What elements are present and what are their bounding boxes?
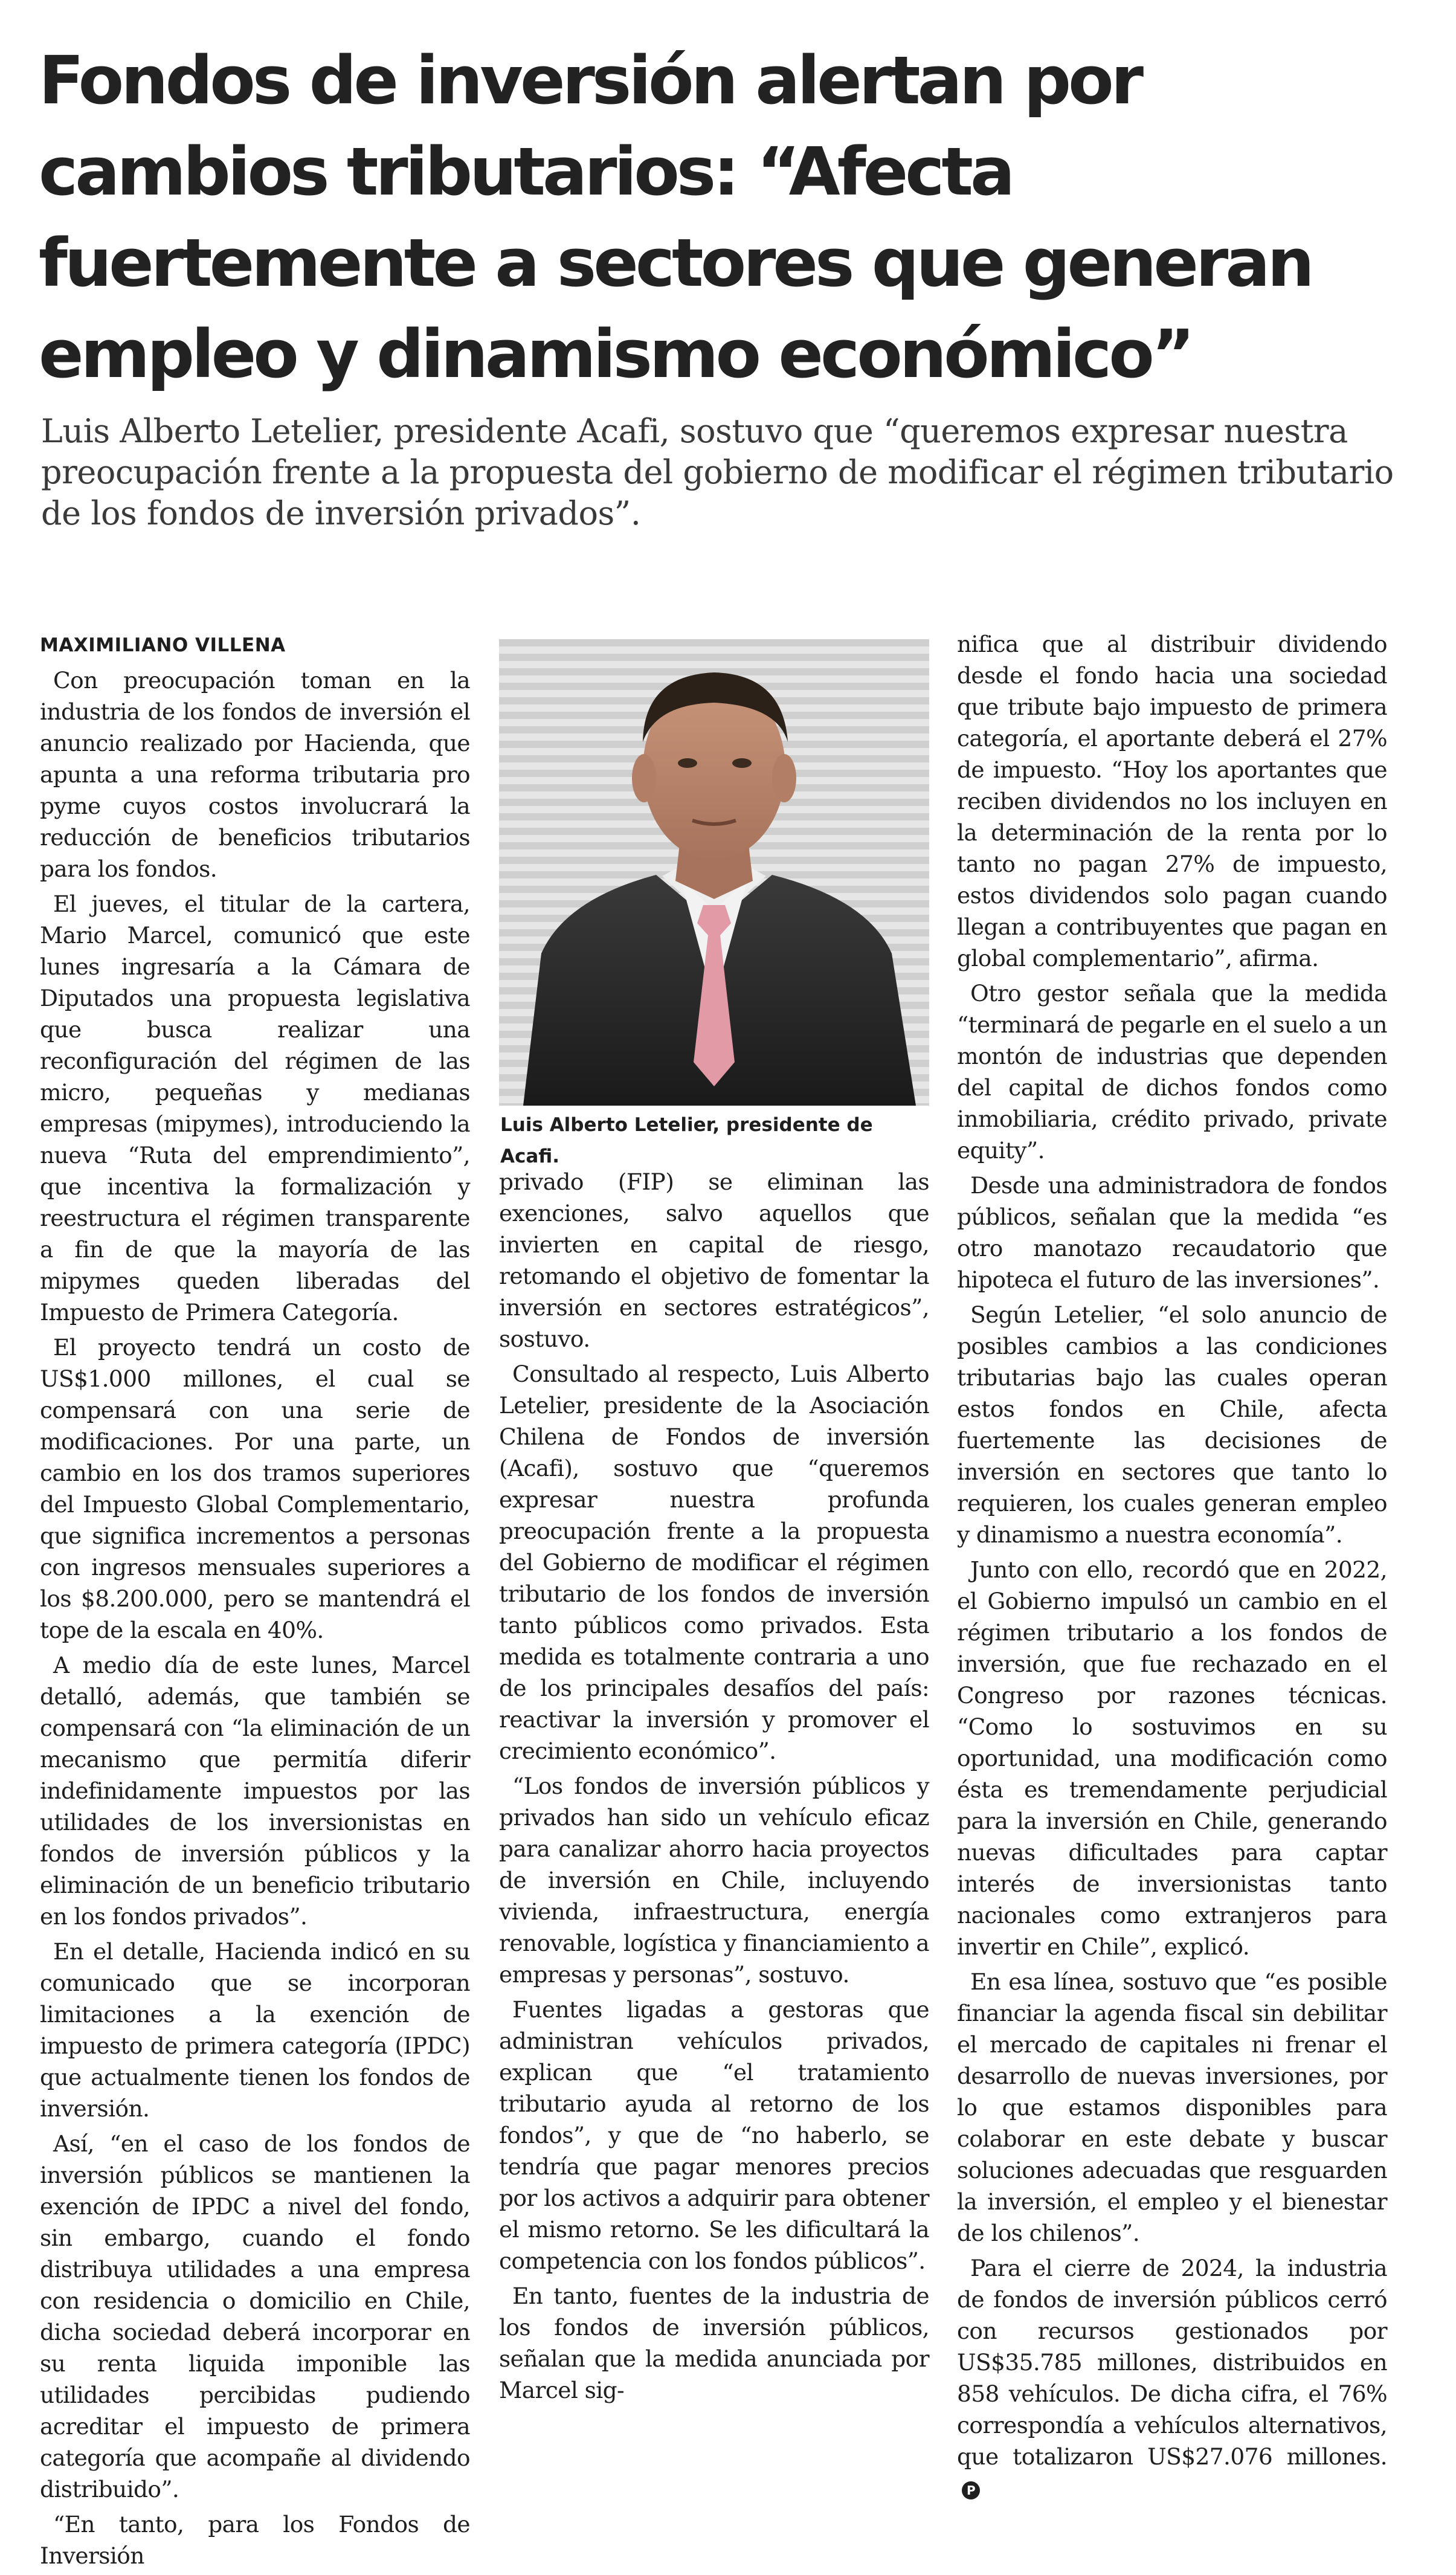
body-paragraph: En el detalle, Hacienda indicó en su comunicado que se incorporan limitaciones a la exención de impuesto de primera categoría (IPDC) que actualmente tienen los fondos de inversión. — [40, 1938, 470, 2122]
body-paragraph: nifica que al distribuir dividendo desde el fondo hacia una sociedad que tribute bajo impuesto de primera categoría, el aportante deberá el 27% de impuesto. “Hoy los aportantes que reciben dividendos no los incluyen en la determinación de la renta por lo tanto no pagan 27% de impuesto, estos dividendos solo pagan cuando llegan a contribuyentes que pagan en global complementario”, afirma. — [957, 631, 1387, 972]
body-paragraph: Consultado al respecto, Luis Alberto Letelier, presidente de la Asociación Chilena de Fondos de inversión (Acafi), sostuvo que “queremos expresar nuestra profunda preocupación frente a la propuesta del Gobierno de modificar el régimen tributario de los fondos de inversión tanto públicos como privados. Esta medida es totalmente contraria a uno de los principales desafíos del país: reactivar la inversión y promover el crecimiento económico”. — [499, 1361, 929, 1764]
body-paragraph: Fuentes ligadas a gestoras que administran vehículos privados, explican que “el tratamiento tributario ayuda al retorno de los fondos”, y que de “no haberlo, se tendría que pagar menores precios por los activos a adquirir para obtener el mismo retorno. Se les dificultará la competencia con los fondos públicos”. — [499, 1996, 929, 2274]
portrait-photo — [499, 639, 929, 1106]
body-paragraph: “En tanto, para los Fondos de Inversión — [40, 2511, 470, 2569]
body-paragraph: privado (FIP) se eliminan las exenciones, salvo aquellos que invierten en capital de riesgo, retomando el objetivo de fomentar la inversión en sectores estratégicos”, sostuvo. — [499, 1168, 929, 1352]
body-paragraph: Otro gestor señala que la medida “terminará de pegarle en el suelo a un montón de industrias que dependen del capital de dichos fondos como inmobiliaria, crédito privado, private equity”. — [957, 980, 1387, 1164]
end-of-article-icon: P — [962, 2481, 980, 2499]
body-paragraph: El jueves, el titular de la cartera, Mario Marcel, comunicó que este lunes ingresaría a la Cámara de Diputados una propuesta legislativa que busca realizar una reconfiguración del régimen de las micro, pequeñas y medianas empresas (mipymes), introduciendo la nueva “Ruta del emprendimiento”, que incentiva la formalización y reestructura el régimen transparente a fin de que la mayoría de las mipymes queden liberadas del Impuesto de Primera Categoría. — [40, 891, 470, 1326]
body-paragraph: Según Letelier, “el solo anuncio de posibles cambios a las condiciones tributarias bajo las cuales operan estos fondos en Chile, afecta fuertemente las decisiones de inversión en sectores que tanto lo requieren, los cuales generan empleo y dinamismo a nuestra economía”. — [957, 1301, 1387, 1548]
headline: Fondos de inversión alertan por cambios tributarios: “Afecta fuertemente a sectores que generan empleo y dinamismo económico” — [39, 42, 1312, 393]
article-column-2 — [499, 1166, 929, 2403]
body-paragraph: Así, “en el caso de los fondos de inversión públicos se mantienen la exención de IPDC a nivel del fondo, sin embargo, cuando el fondo distribuya utilidades a una empresa con residencia o domicilio en Chile, dicha sociedad deberá incorporar en su renta liquida imponible las utilidades percibidas pudiendo acreditar el impuesto de primera categoría que acompañe al dividendo distribuido”. — [40, 2130, 470, 2502]
body-paragraph: En tanto, fuentes de la industria de los fondos de inversión públicos, señalan que la medida anunciada por Marcel sig- — [499, 2283, 929, 2403]
body-paragraph: Junto con ello, recordó que en 2022, el Gobierno impulsó un cambio en el régimen tributario a los fondos de inversión, que fue rechazado en el Congreso por razones técnicas. “Como lo sostuvimos en su oportunidad, una modificación como ésta es tremendamente perjudicial para la inversión en Chile, generando nuevas dificultades para captar interés de inversionistas tanto nacionales como extranjeros para invertir en Chile”, explicó. — [957, 1556, 1387, 1960]
photo-caption: Luis Alberto Letelier, presidente de Acafi. — [500, 1114, 873, 1167]
article-column-1 — [40, 628, 470, 2575]
article-column-3 — [957, 628, 1387, 2507]
body-paragraph: Con preocupación toman en la industria de los fondos de inversión el anuncio realizado por Hacienda, que apunta a una reforma tributaria pro pyme cuyos costos involucrará la reducción de beneficios tributarios para los fondos. — [40, 667, 470, 882]
body-paragraph: “Los fondos de inversión públicos y privados han sido un vehículo eficaz para canalizar ahorro hacia proyectos de inversión en Chile, incluyendo vivienda, infraestructura, energía renovable, logística y financiamiento a empresas y personas”, sostuvo. — [499, 1773, 929, 1988]
byline: MAXIMILIANO VILLENA — [40, 634, 286, 656]
closing-paragraph-text: Para el cierre de 2024, la industria de fondos de inversión públicos cerró con recursos gestionados por US$35.785 millones, distribuidos en 858 vehículos. De dicha cifra, el 76% correspondía a vehículos alternativos, que totalizaron US$27.076 millones. — [957, 2255, 1387, 2470]
portrait-illustration — [499, 639, 929, 1106]
body-paragraph: Desde una administradora de fondos públicos, señalan que la medida “es otro manotazo recaudatorio que hipoteca el futuro de las inversiones”. — [957, 1172, 1387, 1293]
body-paragraph — [957, 2252, 1387, 2504]
body-paragraph: En esa línea, sostuvo que “es posible financiar la agenda fiscal sin debilitar el mercado de capitales ni frenar el desarrollo de nuevas inversiones, por lo que estamos disponibles para colaborar en este debate y buscar soluciones adecuadas que resguarden la inversión, el empleo y el bienestar de los chilenos”. — [957, 1968, 1387, 2246]
body-paragraph: El proyecto tendrá un costo de US$1.000 millones, el cual se compensará con una serie de modificaciones. Por una parte, un cambio en los dos tramos superiores del Impuesto Global Complementario, que significa incrementos a personas con ingresos mensuales superiores a los $8.200.000, pero se mantendrá el tope de la escala en 40%. — [40, 1334, 470, 1643]
lead-paragraph: Luis Alberto Letelier, presidente Acafi, sostuvo que “queremos expresar nuestra preocupación frente a la propuesta del gobierno de modificar el régimen tributario de los fondos de inversión privados”. — [41, 412, 1394, 532]
body-paragraph: A medio día de este lunes, Marcel detalló, además, que también se compensará con “la eliminación de un mecanismo que permitía diferir indefinidamente impuestos por las utilidades de los inversionistas en fondos de inversión públicos y la eliminación de un beneficio tributario en los fondos privados”. — [40, 1652, 470, 1930]
